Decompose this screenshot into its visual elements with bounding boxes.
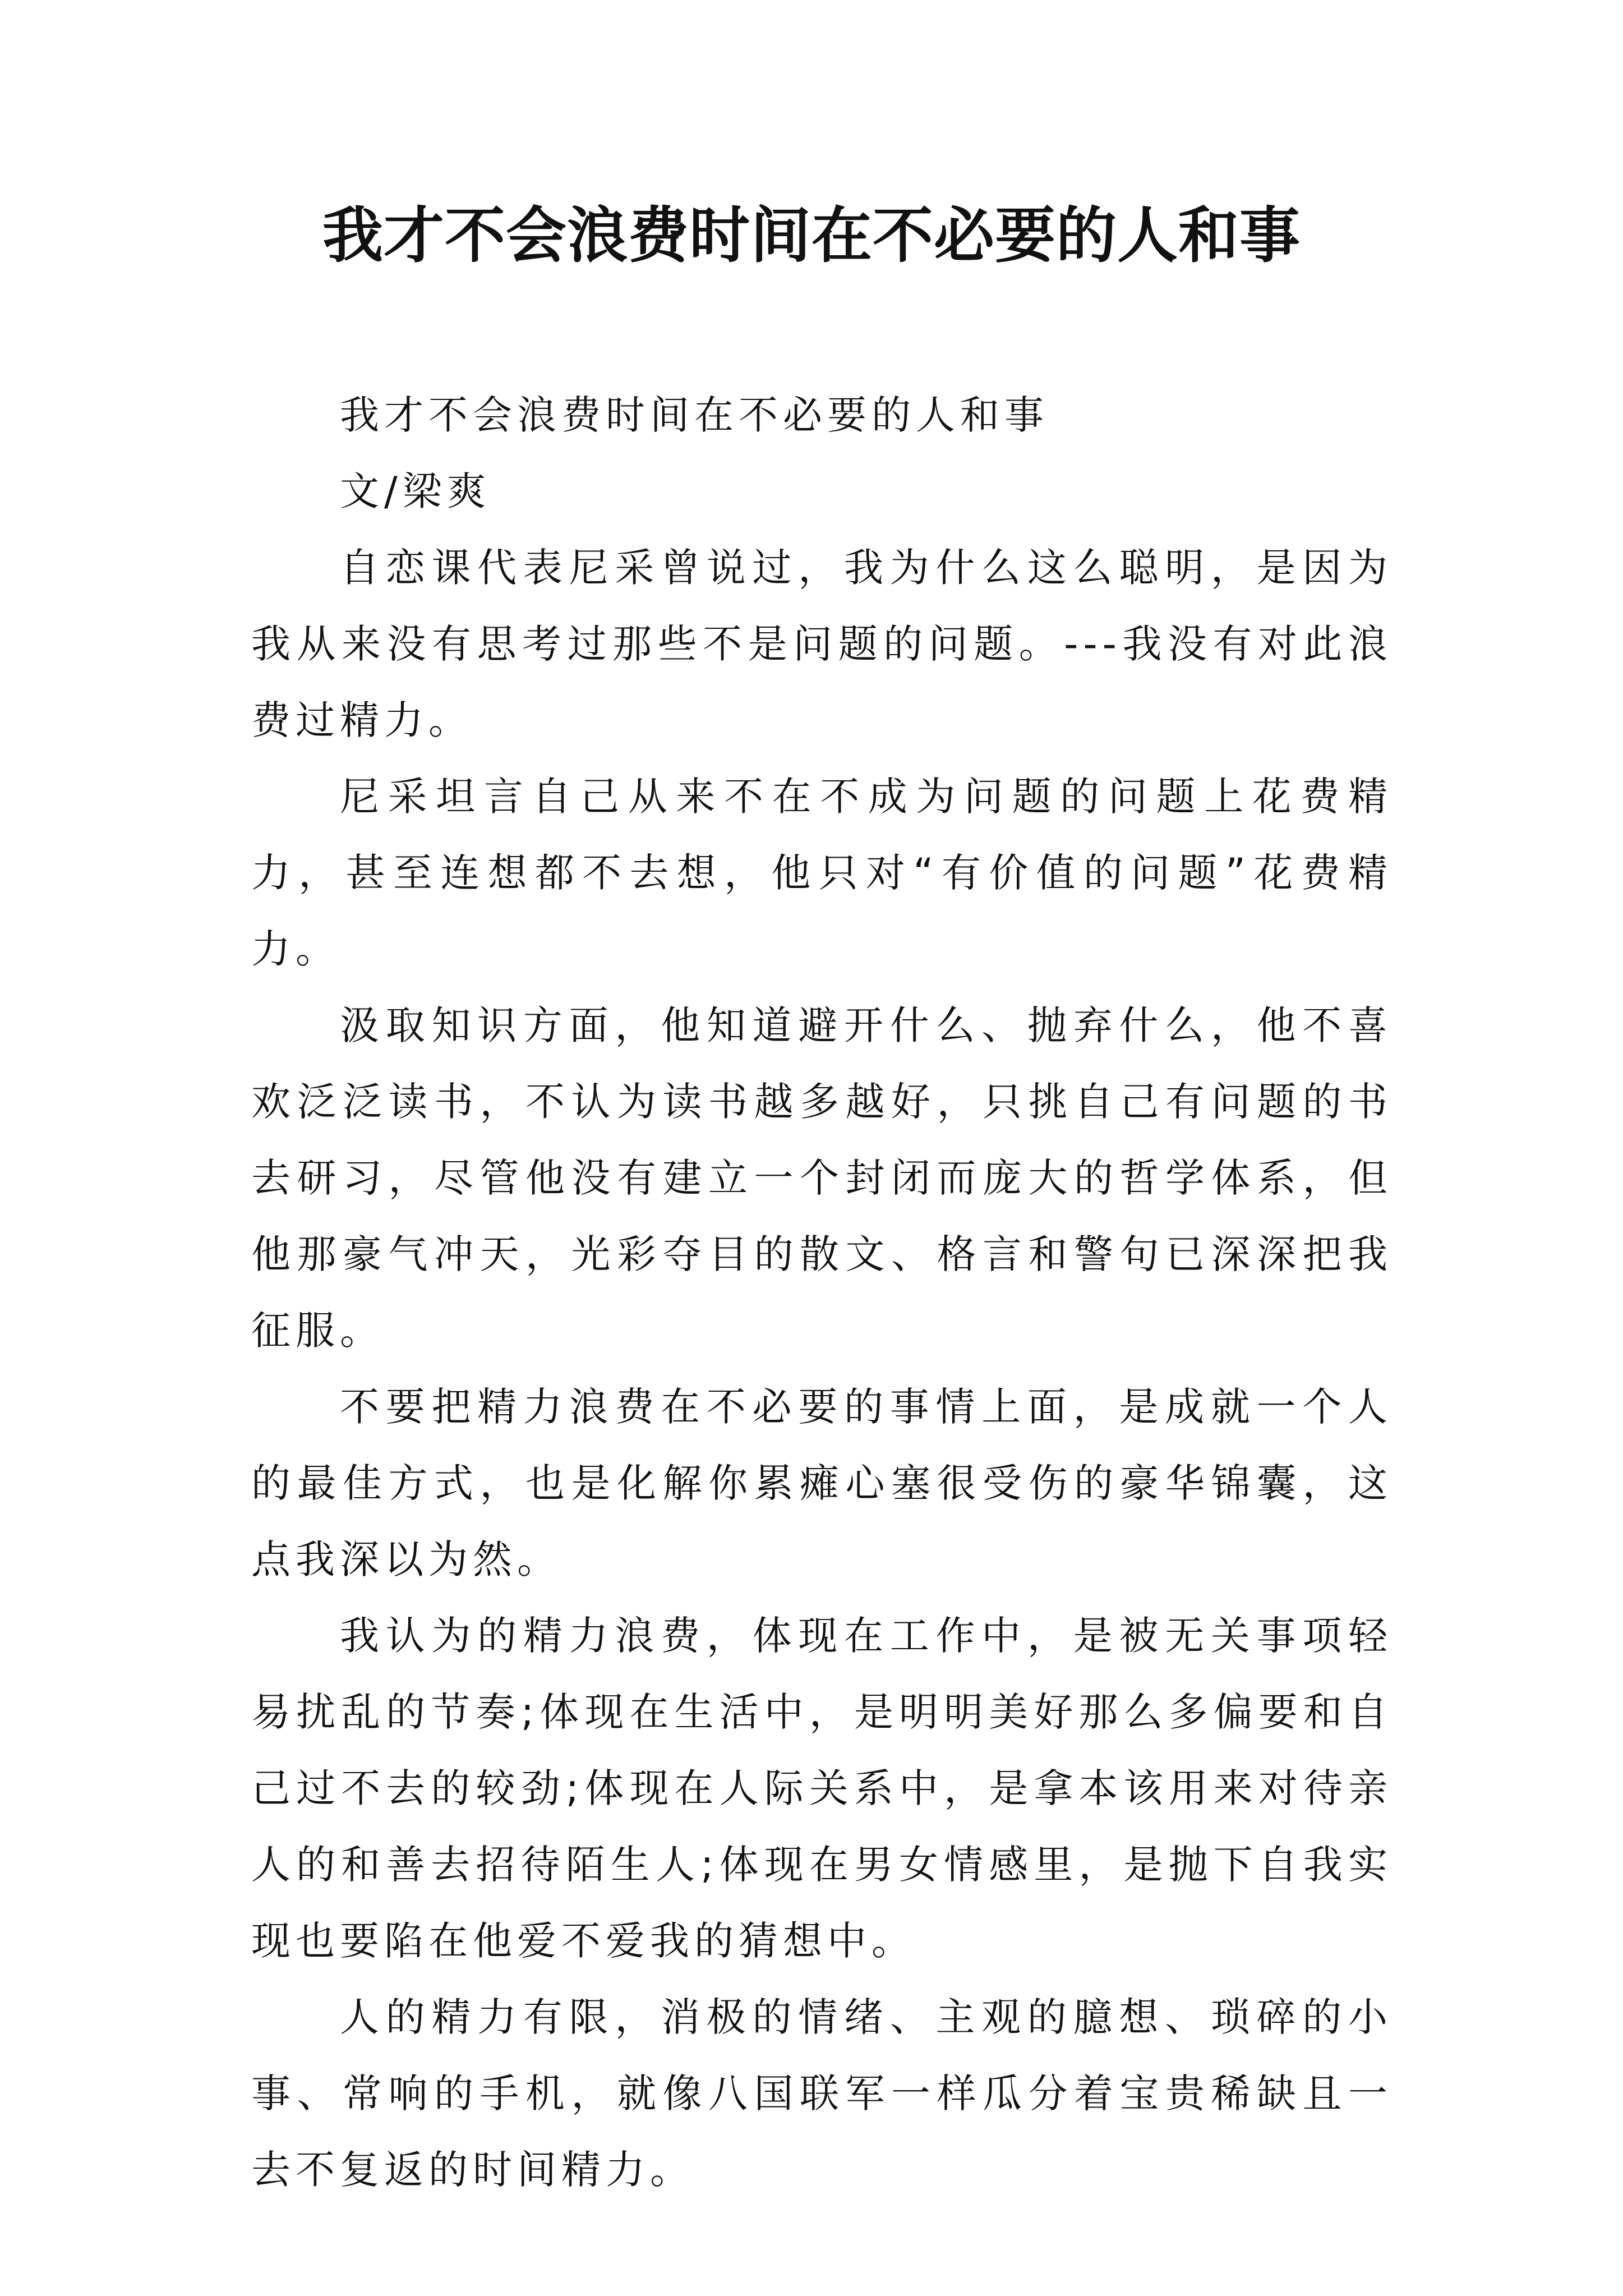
body-paragraph: 人的精力有限，消极的情绪、主观的臆想、琐碎的小事、常响的手机，就像八国联军一样瓜分着宝贵稀缺且一去不复返的时间精力。 (251, 1994, 1393, 2193)
body-paragraph: 自恋课代表尼采曾说过，我为什么这么聪明，是因为我从来没有思考过那些不是问题的问题。---我没有对此浪费过精力。 (251, 545, 1393, 743)
author-line: 文/梁爽 (340, 468, 491, 514)
document-title: 我才不会浪费时间在不必要的人和事 (322, 200, 1301, 271)
body-paragraph: 汲取知识方面，他知道避开什么、抛弃什么，他不喜欢泛泛读书，不认为读书越多越好，只挑自己有问题的书去研习，尽管他没有建立一个封闭而庞大的哲学体系，但他那豪气冲天，光彩夺目的散文、格言和警句已深深把我征服。 (251, 1002, 1393, 1354)
article-subtitle: 我才不会浪费时间在不必要的人和事 (340, 392, 1049, 438)
body-paragraph: 尼采坦言自己从来不在不成为问题的问题上花费精力，甚至连想都不去想，他只对“有价值的问题”花费精力。 (251, 774, 1393, 972)
body-paragraph: 不要把精力浪费在不必要的事情上面，是成就一个人的最佳方式，也是化解你累瘫心塞很受伤的豪华锦囊，这点我深以为然。 (251, 1384, 1393, 1582)
body-paragraph: 我认为的精力浪费，体现在工作中，是被无关事项轻易扰乱的节奏;体现在生活中，是明明美好那么多偏要和自己过不去的较劲;体现在人际关系中，是拿本该用来对待亲人的和善去招待陌生人;体现在男女情感里，是抛下自我实现也要陷在他爱不爱我的猜想中。 (251, 1613, 1393, 1964)
document-body (251, 377, 1393, 2208)
